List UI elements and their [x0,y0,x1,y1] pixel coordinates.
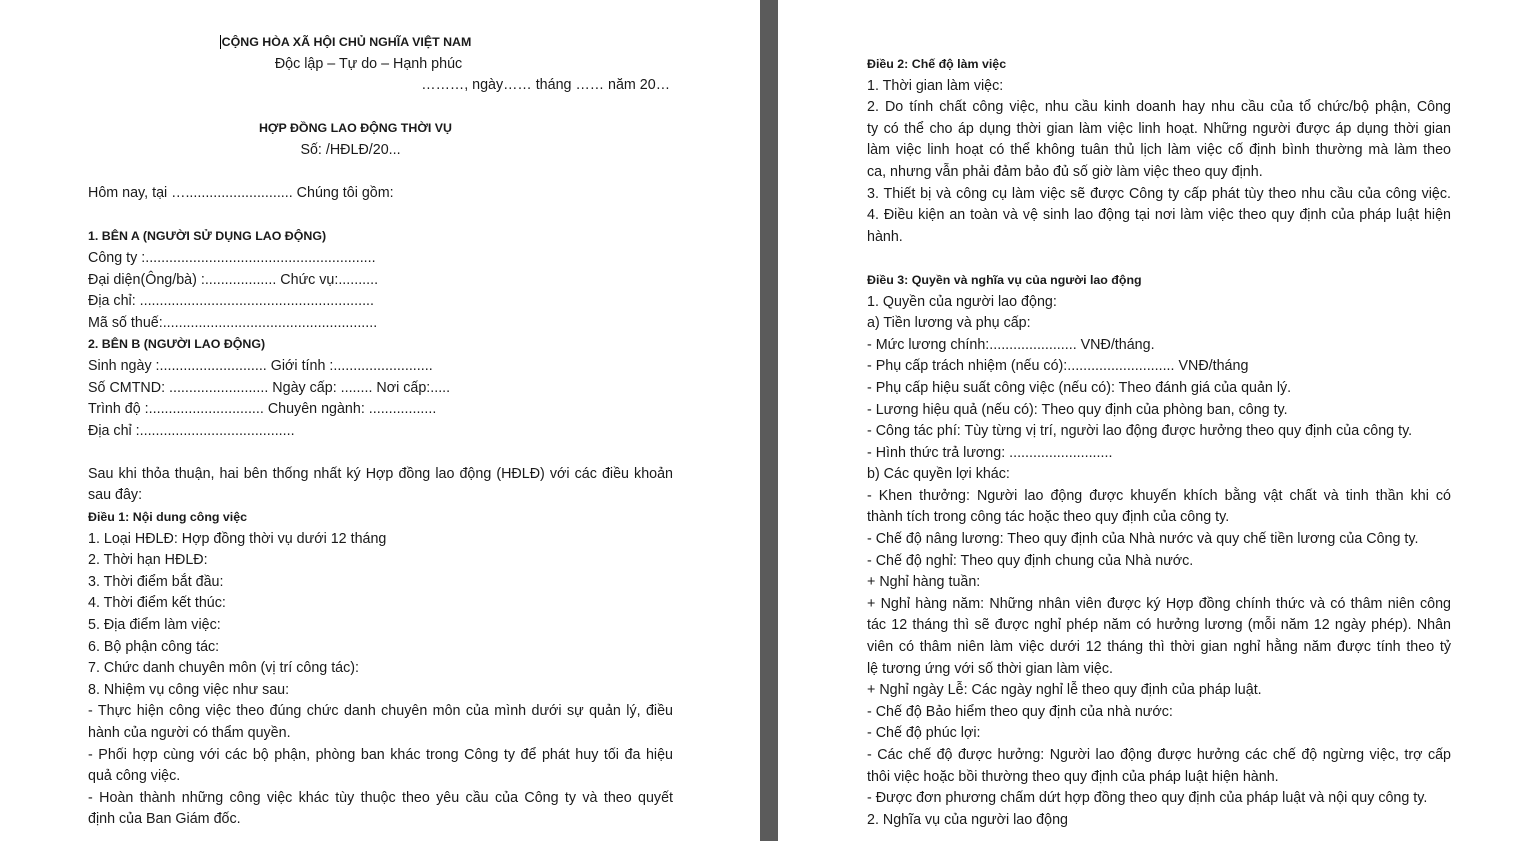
article3-line: viên có thâm niên làm việc dưới 12 tháng thì thời gian nghỉ hằng năm được tính theo tỷ [867,639,1451,656]
nation-text: CỘNG HÒA XÃ HỘI CHỦ NGHĨA VIỆT NAM [221,35,472,49]
article3-line: a) Tiền lương và phụ cấp: [867,315,1031,332]
agreement-line: Sau khi thỏa thuận, hai bên thống nhất ký Hợp đồng lao động (HĐLĐ) với các điều khoản [88,465,673,482]
article1-line: 2. Thời hạn HĐLĐ: [88,552,208,569]
article3-line: tác 12 tháng thì sẽ được nghỉ phép năm có hưởng lương (mỗi năm 12 ngày phép). Nhân [867,617,1451,634]
article3-heading: Điều 3: Quyền và nghĩa vụ của người lao động [867,272,1142,287]
duty-line: định của Ban Giám đốc. [88,811,241,828]
party-b-line: Trình độ :............................. Chuyên ngành: ................. [88,401,437,418]
article3-line: + Nghỉ hàng tuần: [867,574,981,591]
date-line: ………, ngày…… tháng …… năm 20… [421,77,670,94]
duty-line: - Phối hợp cùng với các bộ phận, phòng ban khác trong Công ty để phát huy tối đa hiệu [88,746,673,763]
spacer [88,205,673,227]
contract-title: HỢP ĐỒNG LAO ĐỘNG THỜI VỤ [258,121,452,136]
article2-line: 3. Thiết bị và công cụ làm việc sẽ được Công ty cấp phát tùy theo nhu cầu của công việc. [867,185,1451,202]
party-b-heading: 2. BÊN B (NGƯỜI LAO ĐỘNG) [88,337,266,352]
duty-line: - Thực hiện công việc theo đúng chức danh chuyên môn của mình dưới sự quản lý, điều [88,703,673,720]
article3-line: - Các chế độ được hưởng: Người lao động được hưởng các chế độ ngừng việc, trợ cấp [867,747,1451,763]
article1-heading: Điều 1: Nội dung công việc [88,510,248,525]
article3-line: - Mức lương chính:...................... VNĐ/tháng. [867,336,1155,353]
nation-header [88,32,673,54]
party-a-line: Mã số thuế:...................................................... [88,314,378,331]
article3-line: - Hình thức trả lương: .......................... [867,444,1113,461]
article1-line: 8. Nhiệm vụ công việc như sau: [88,681,290,698]
article3-line: - Khen thưởng: Người lao động được khuyến khích bằng vật chất và tinh thần khi có [867,487,1451,504]
article1-line: 1. Loại HĐLĐ: Hợp đồng thời vụ dưới 12 tháng [88,530,387,547]
article3-line: - Công tác phí: Tùy từng vị trí, người lao động được hưởng theo quy định của công ty. [867,423,1413,440]
article3-line: b) Các quyền lợi khác: [867,466,1010,483]
article3-line: - Chế độ Bảo hiểm theo quy định của nhà nước: [867,703,1173,720]
article1-line: 4. Thời điểm kết thúc: [88,595,226,612]
article1-line: 7. Chức danh chuyên môn (vị trí công tác): [88,660,360,677]
intro-line: Hôm nay, tại …........................... Chúng tôi gồm: [88,185,394,202]
spacer [867,248,1451,270]
article3-line: + Nghỉ ngày Lễ: Các ngày nghỉ lễ theo quy định của pháp luật. [867,682,1262,699]
party-a-line: Đại diện(Ông/bà) :.................. Chức vụ:.......... [88,271,379,288]
article3-line: - Chế độ nghỉ: Theo quy định chung của Nhà nước. [867,552,1194,569]
article3-line: lệ tương ứng với số thời gian làm việc. [867,660,1113,677]
article3-line: - Chế độ phúc lợi: [867,725,981,742]
spacer [88,442,673,464]
party-b-line: Địa chỉ :....................................... [88,422,295,439]
page-left-content [88,32,673,831]
agreement-line: sau đây: [88,487,143,504]
article3-line: thôi việc hoặc bồi thường theo quy định của pháp luật hiện hành. [867,768,1279,785]
article3-line: - Phụ cấp hiệu suất công việc (nếu có): Theo đánh giá của quản lý. [867,379,1292,396]
document-page-right [778,0,1536,841]
page-divider [760,0,778,841]
article3-line: - Chế độ nâng lương: Theo quy định của Nhà nước và quy chế tiền lương của Công ty. [867,531,1419,548]
party-a-line: Địa chỉ: ........................................................... [88,293,375,310]
article2-line: hành. [867,228,903,245]
article1-line: 6. Bộ phận công tác: [88,638,220,655]
party-a-heading: 1. BÊN A (NGƯỜI SỬ DỤNG LAO ĐỘNG) [88,229,327,244]
contract-number: Số: /HĐLĐ/20... [300,141,401,158]
article3-line: thành tích trong công tác hoặc theo quy định của công ty. [867,509,1230,526]
article2-line: 1. Thời gian làm việc: [867,77,1004,94]
article2-line: làm việc linh hoạt có thể không tuân thủ lịch làm việc cố định bình thường mà làm theo [867,142,1451,159]
duty-line: quả công việc. [88,768,181,785]
article2-line: 4. Điều kiện an toàn và vệ sinh lao động tại nơi làm việc theo quy định của pháp luật hiện [867,207,1451,224]
article3-line: + Nghỉ hàng năm: Những nhân viên được ký Hợp đồng chính thức và có thâm niên công [867,595,1451,612]
article1-line: 5. Địa điểm làm việc: [88,617,221,634]
spacer [88,97,673,119]
article2-line: ca, nhưng vẫn phải đảm bảo đủ số giờ làm việc theo quy định. [867,163,1263,180]
spacer [88,162,673,184]
motto: Độc lập – Tự do – Hạnh phúc [274,55,463,72]
article3-line: - Được đơn phương chấm dứt hợp đồng theo quy định của pháp luật và nội quy công ty. [867,790,1428,807]
page-right-content [867,54,1451,831]
article2-line: ty có thể cho áp dụng thời gian làm việc linh hoạt. Những người được áp dụng thời gian [867,120,1451,137]
document-page-left [0,0,760,841]
party-a-line: Công ty :.......................................................... [88,249,376,266]
article2-heading: Điều 2: Chế độ làm việc [867,57,1007,71]
article3-line: 2. Nghĩa vụ của người lao động [867,811,1068,828]
article2-line: 2. Do tính chất công việc, nhu cầu kinh doanh hay nhu cầu của tổ chức/bộ phận, Công [867,99,1451,116]
article3-line: - Phụ cấp trách nhiệm (nếu có):........................... VNĐ/tháng [867,358,1249,375]
party-b-line: Số CMTND: ......................... Ngày cấp: ........ Nơi cấp:..... [88,379,451,396]
article1-line: 3. Thời điểm bắt đầu: [88,573,224,590]
article3-line: - Lương hiệu quả (nếu có): Theo quy định của phòng ban, công ty. [867,401,1288,418]
article3-line: 1. Quyền của người lao động: [867,293,1057,310]
duty-line: hành của người có thẩm quyền. [88,725,291,741]
party-b-line: Sinh ngày :........................... Giới tính :......................... [88,357,433,374]
duty-line: - Hoàn thành những công việc khác tùy thuộc theo yêu cầu của Công ty và theo quyết [88,789,673,806]
